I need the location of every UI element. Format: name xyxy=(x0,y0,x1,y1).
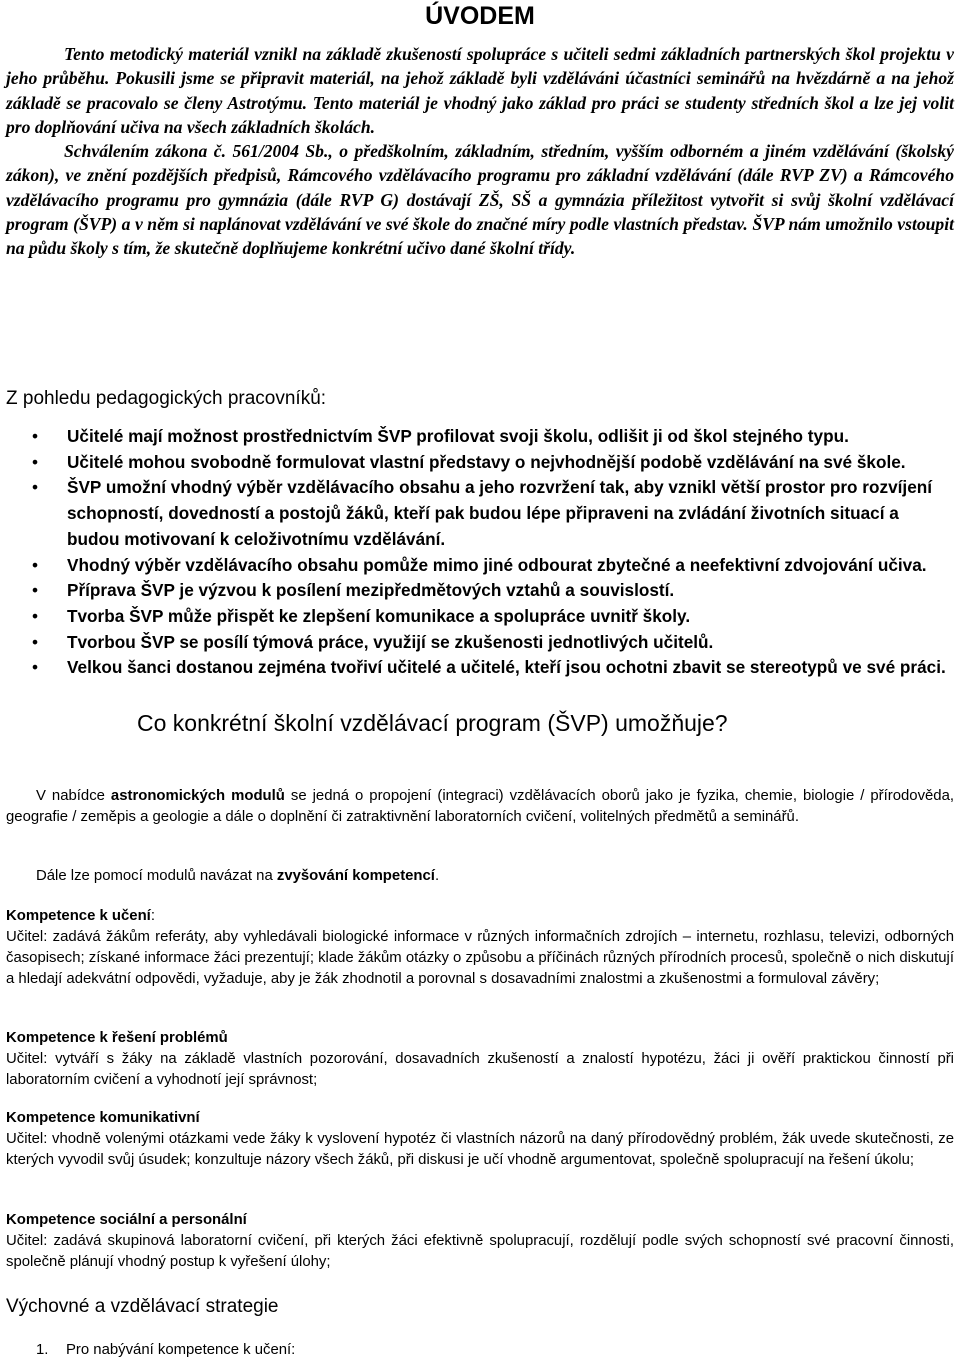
list-item xyxy=(0,424,960,450)
bullet-icon: • xyxy=(32,580,39,601)
competence-block-communicative xyxy=(6,1108,954,1171)
competence-heading: Kompetence k řešení problémů xyxy=(6,1030,228,1046)
list-item-text: Příprava ŠVP je výzvou k posílení mezipředmětových vztahů a souvislostí. xyxy=(67,580,675,601)
further-text-bold: zvyšování kompetencí xyxy=(276,868,435,884)
bullet-icon: • xyxy=(32,631,39,652)
bullet-icon: • xyxy=(32,477,39,498)
list-item xyxy=(0,630,960,656)
competence-text: Učitel: zadává skupinová laboratorní cvičení, při kterých žáci efektivně spolupracují, rozdělují podle svých schopností své pracovní činnosti, společně plánují vhodný postup k vyřešení úlohy; xyxy=(6,1233,954,1270)
benefits-list xyxy=(0,424,960,681)
competence-text: Učitel: vytváří s žáky na základě vlastních pozorování, dosavadních zkušeností a znalostí hypotézu, žáci ji ověří praktickou činností při laboratorním cvičení a vyhodnotí její správnost; xyxy=(6,1051,954,1088)
competences-intro xyxy=(36,866,439,887)
competence-heading-suffix: : xyxy=(150,908,155,924)
competence-text: Učitel: vhodně volenými otázkami vede žáky k vyslovení hypotéz či vlastních názorů na daný přírodovědný problém, žák uvede skutečnosti, ze kterých vyvodil svůj úsudek; konzultuje názory všech žáků, při diskusi je učí vhodně argumentovat, společně spolupracují na řešení úkolu; xyxy=(6,1131,954,1168)
bullet-icon: • xyxy=(32,657,39,678)
list-item-text: Pro nabývání kompetence k učení: xyxy=(66,1342,296,1358)
competence-heading: Kompetence sociální a personální xyxy=(6,1212,247,1228)
list-number: 1. xyxy=(36,1342,49,1358)
competence-block-problems xyxy=(6,1028,954,1091)
modules-offer-paragraph xyxy=(6,786,954,828)
question-heading: Co konkrétní školní vzdělávací program (ŠVP) umožňuje? xyxy=(137,710,728,736)
intro-paragraph-1: Tento metodický materiál vznikl na základě zkušeností spolupráce s učiteli sedmi základních partnerských škol projektu v jeho průběhu. Pokusili jsme se připravit materiál, na jehož základě byli vzděláváni účastníci seminářů na hvězdárně a na jehož základě se pracovalo se členy Astrotýmu. Tento materiál je vhodný jako základ pro práci se studenty středních škol a lze jej volit pro doplňování učiva na všech základních školách. xyxy=(6,44,954,137)
list-item-text: Tvorba ŠVP může přispět ke zlepšení komunikace a spolupráce uvnitř školy. xyxy=(67,605,691,626)
bullet-icon: • xyxy=(32,426,39,446)
list-item-text: Vhodný výběr vzdělávacího obsahu pomůže mimo jiné odbourat zbytečné a neefektivní zdvojování učiva. xyxy=(67,554,927,575)
bullet-icon: • xyxy=(32,605,39,626)
page-title: ÚVODEM xyxy=(425,2,535,30)
list-item-text: ŠVP umožní vhodný výběr vzdělávacího obsahu a jeho rozvržení tak, aby vznikl větší prostor pro rozvíjení schopností, dovedností a postojů žáků, kteří pak budou lépe připraveni na zvládání životních situací a budou motivovaní k celoživotnímu vzdělávání. xyxy=(67,477,933,549)
list-item-text: Učitelé mají možnost prostřednictvím ŠVP profilovat svoji školu, odlišit ji od škol stejného typu. xyxy=(67,426,849,446)
list-item xyxy=(0,450,960,476)
list-item xyxy=(0,553,960,579)
further-text-after: . xyxy=(434,868,440,884)
list-item-text: Velkou šanci dostanou zejména tvořiví učitelé a učitelé, kteří jsou ochotni zbavit se stereotypů ve své práci. xyxy=(67,657,946,678)
perspective-heading: Z pohledu pedagogických pracovníků: xyxy=(6,388,327,409)
list-item xyxy=(0,604,960,630)
bullet-icon: • xyxy=(32,554,39,575)
list-item xyxy=(0,475,960,552)
further-text-before: Dále lze pomocí modulů navázat na xyxy=(36,868,277,884)
competence-text: Učitel: zadává žákům referáty, aby vyhledávali biologické informace v různých informačních zdrojích – internetu, rozhlasu, televizi, odborných časopisech; získané informace žáci prezentují; klade žákům otázky o způsobu a příčinách různých přírodních procesů, společně o nich diskutují a hledají adekvátní odpovědi, vyžaduje, aby je žák zhodnotil a porovnal s dosavadními znalostmi a zkušenostmi a formuloval závěry; xyxy=(6,929,954,987)
competence-block-social xyxy=(6,1210,954,1273)
intro-paragraph-2: Schválením zákona č. 561/2004 Sb., o předškolním, základním, středním, vyšším odborném a jiném vzdělávání (školský zákon), ve znění pozdějších předpisů, Rámcového vzdělávacího programu pro základní vzdělávání (dále RVP ZV) a Rámcového vzdělávacího programu pro gymnázia (dále RVP G) dostávají ZŠ, SŠ a gymnázia příležitost vytvořit si svůj školní vzdělávací program (ŠVP) a v něm si naplánovat vzdělávání ve své škole do značné míry podle vlastních představ. ŠVP nám umožnilo vstoupit na půdu školy s tím, že skutečně doplňujeme konkrétní učivo dané školní třídy. xyxy=(6,141,954,259)
competence-heading: Kompetence komunikativní xyxy=(6,1110,200,1126)
list-item xyxy=(0,578,960,604)
numbered-list-item xyxy=(36,1340,295,1361)
offer-text-before: V nabídce xyxy=(36,788,111,804)
list-item xyxy=(0,655,960,681)
bullet-icon: • xyxy=(32,451,39,472)
offer-text-after: se jedná o propojení (integraci) vzdělávacích oborů jako je fyzika, chemie, biologie / přírodověda, geografie / zeměpis a geologie a dále o doplnění či zatraktivnění laboratorních cvičení, volitelných předmětů a seminářů. xyxy=(6,788,955,825)
competence-heading: Kompetence k učení xyxy=(6,908,151,924)
competence-block-learning xyxy=(6,906,954,990)
offer-text-bold: astronomických modulů xyxy=(110,788,285,804)
list-item-text: Tvorbou ŠVP se posílí týmová práce, využijí se zkušenosti jednotlivých učitelů. xyxy=(67,631,714,652)
list-item-text: Učitelé mohou svobodně formulovat vlastní představy o nejvhodnější podobě vzdělávání na své škole. xyxy=(67,451,906,472)
intro-section xyxy=(6,42,954,261)
strategy-heading: Výchovné a vzdělávací strategie xyxy=(6,1296,279,1317)
